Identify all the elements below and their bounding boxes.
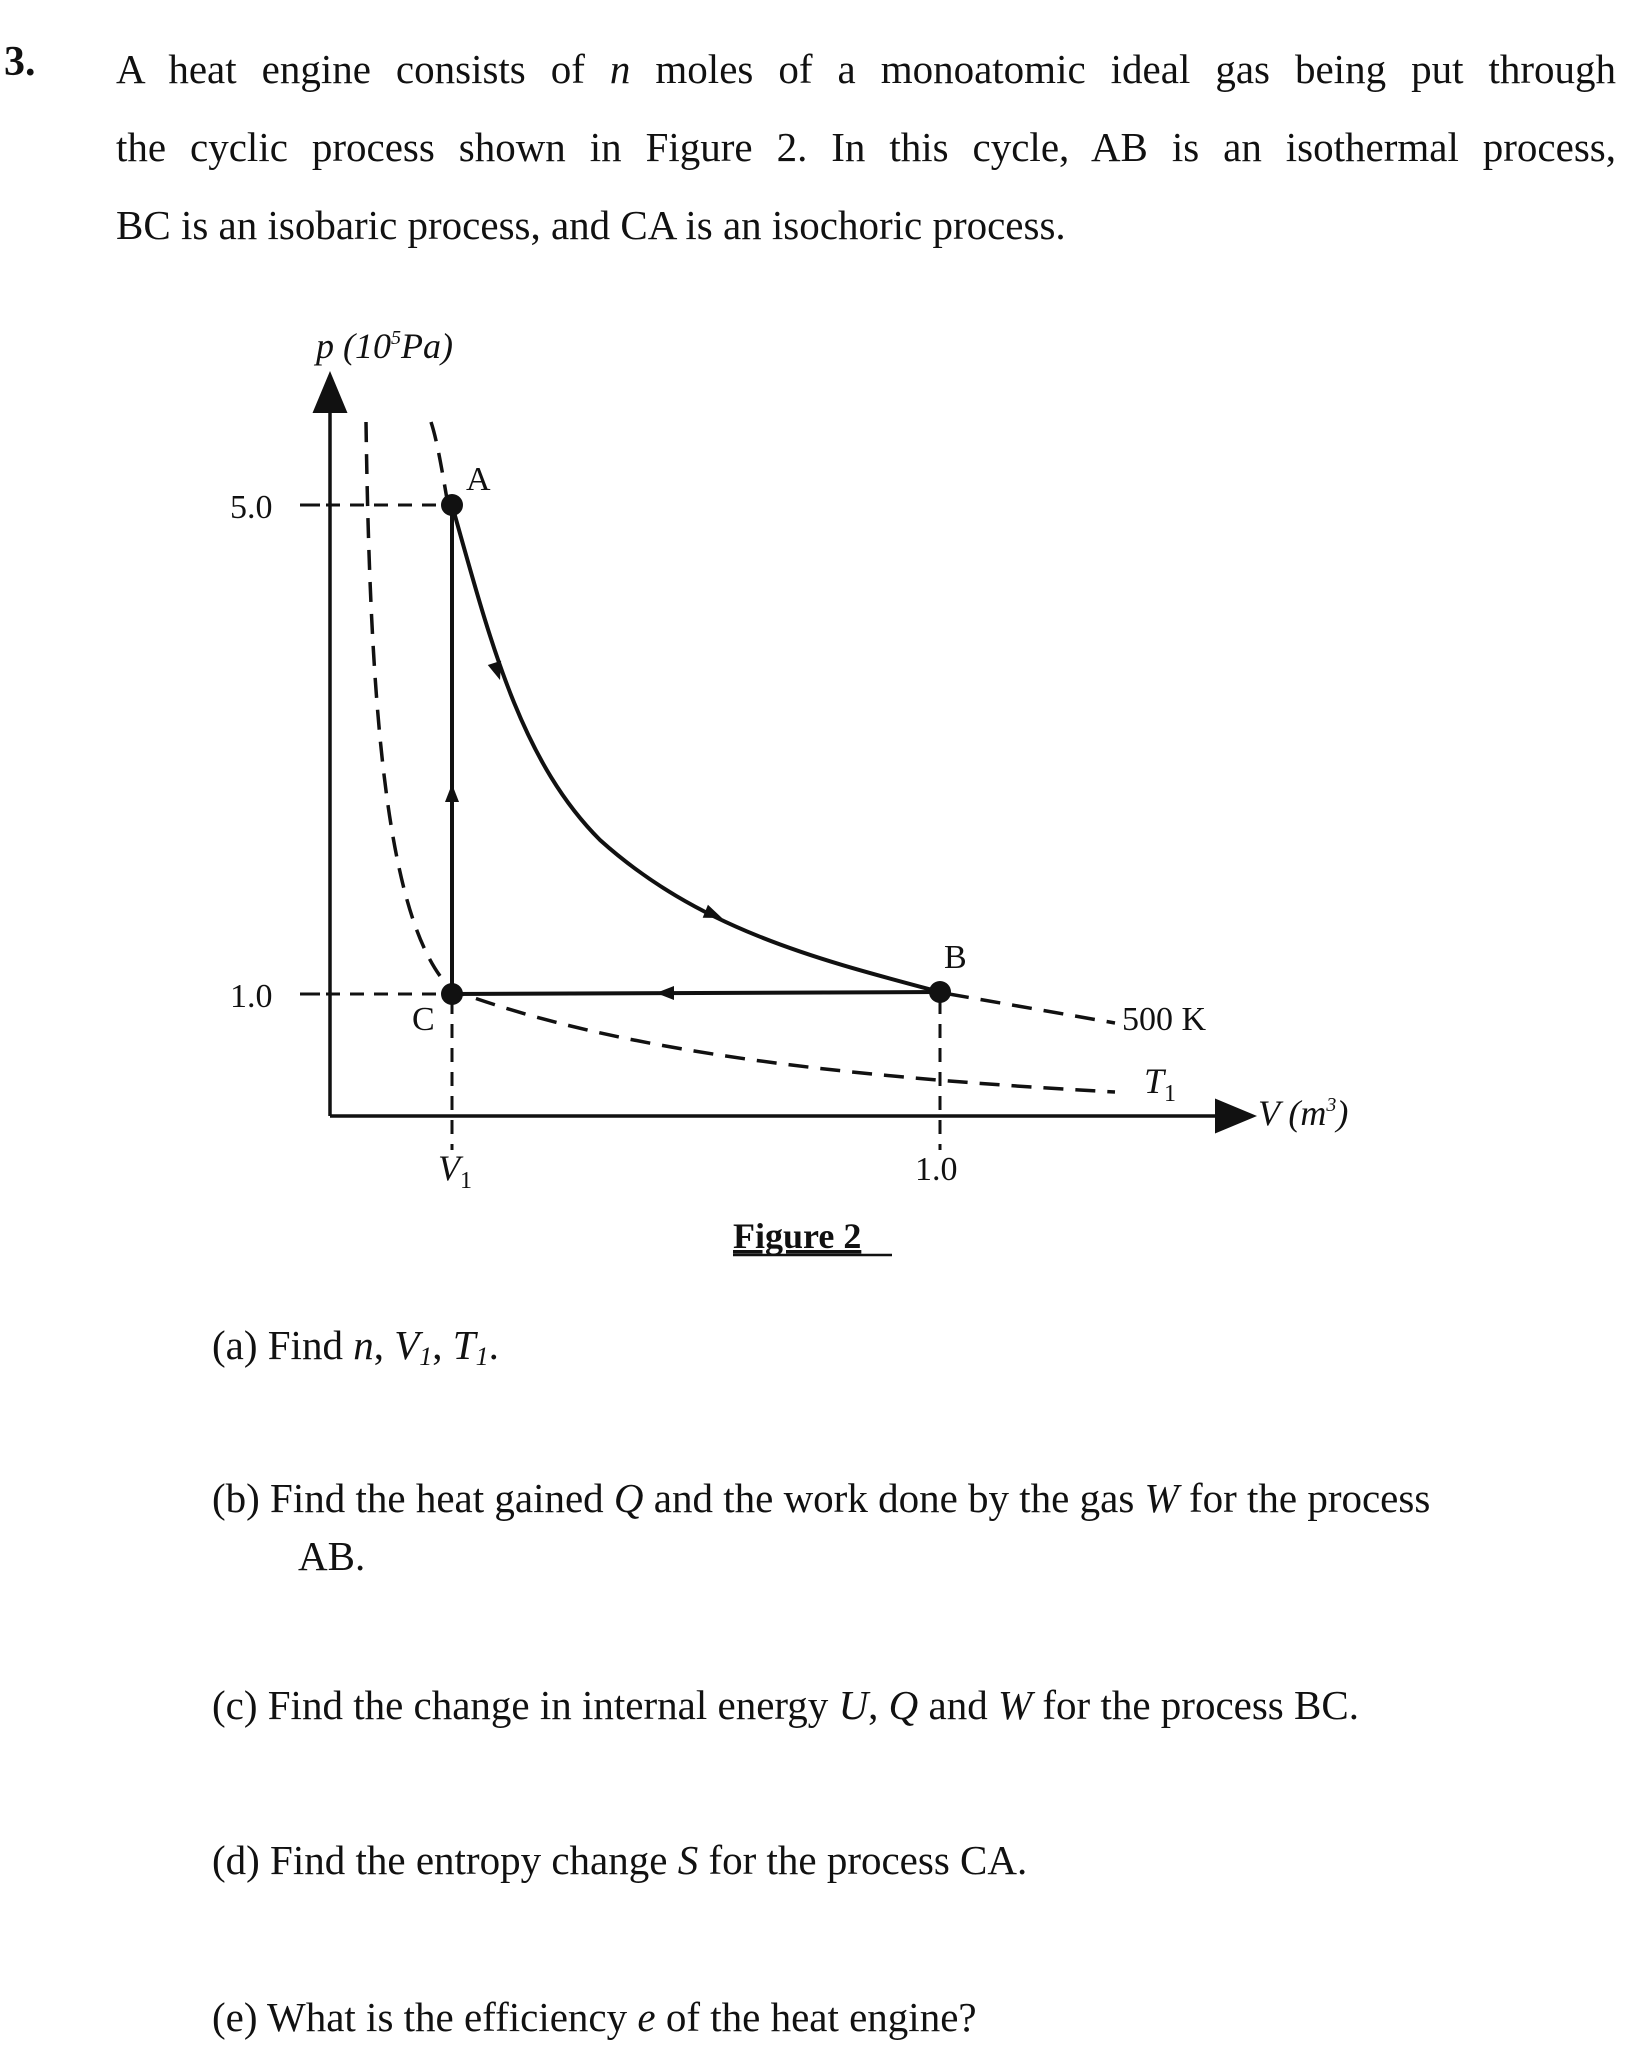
intro-line-2: the cyclic process shown in Figure 2. In this cycle, AB is an isothermal process, [116, 124, 1616, 170]
isotherm-500k-label: 500 K [1122, 1001, 1207, 1038]
point-c-label: C [412, 1001, 435, 1038]
x-axis-label: V $(m^3)$ [1258, 1093, 1349, 1133]
process-ab-curve [452, 505, 940, 992]
question-number: 3. [4, 39, 36, 85]
part-b [212, 1469, 1430, 1585]
x-tick-label-right: 1.0 [915, 1151, 958, 1188]
arrow-bc [656, 986, 674, 1000]
point-b-label: B [944, 939, 967, 976]
y-tick-label-bottom: 1.0 [230, 978, 273, 1015]
part-e: (e) What is the efficiency e of the heat engine? [212, 1994, 977, 2040]
x-tick-v1-main: V [438, 1148, 460, 1188]
intro-line-1: A heat engine consists of n moles of a monoatomic ideal gas being put through [116, 46, 1617, 92]
point-c-dot [441, 983, 463, 1005]
isotherm-t1-label [1144, 1061, 1176, 1107]
isotherm-t1-main: T [1144, 1061, 1165, 1101]
part-b-line-2: AB. [298, 1533, 366, 1579]
point-b-dot [929, 981, 951, 1003]
x-tick-label-v1 [438, 1148, 472, 1194]
x-tick-v1-sub: 1 [460, 1168, 472, 1194]
pv-diagram [0, 300, 1635, 1280]
figure-caption: Figure 2 [733, 1216, 862, 1256]
question-intro [116, 30, 1616, 264]
point-a-label: A [466, 461, 491, 498]
part-d: (d) Find the entropy change S for the process CA. [212, 1837, 1028, 1883]
point-a-dot [441, 494, 463, 516]
isotherm-t1-sub: 1 [1164, 1081, 1177, 1107]
part-b-line-1: (b) Find the heat gained Q and the work done by the gas W for the process [212, 1475, 1431, 1521]
part-c: (c) Find the change in internal energy U, Q and W for the process BC. [212, 1682, 1359, 1728]
isotherm-500k-curve [431, 422, 1115, 1023]
part-a: (a) Find n, $V_1$, $T_1$. [212, 1322, 499, 1371]
arrow-ca [445, 784, 459, 802]
process-bc-line [452, 992, 940, 994]
y-axis-label: p $(10^5Pa)$ [316, 326, 453, 366]
intro-line-3: BC is an isobaric process, and CA is an isochoric process. [116, 202, 1066, 248]
y-tick-label-top: 5.0 [230, 489, 273, 526]
